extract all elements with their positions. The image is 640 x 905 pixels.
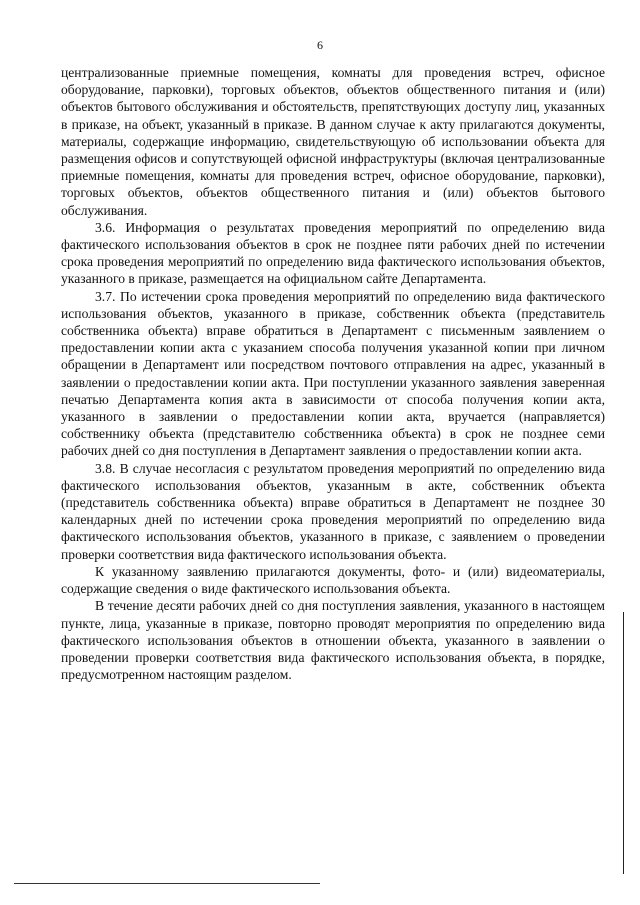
document-body xyxy=(61,64,605,683)
paragraph-3-8: 3.8. В случае несогласия с результатом проведения мероприятий по определению вида фактического использования объектов, указанным в акте, собственник объекта (представитель собственника объекта) вправе обратиться в Департамент не позднее 30 календарных дней по истечении срока проведения мероприятий по определению вида фактического использования объектов, указанного в приказе, с заявлением о проведении проверки соответствия вида фактического использования объекта. xyxy=(61,460,605,562)
paragraph-3-7: 3.7. По истечении срока проведения мероприятий по определению вида фактического использования объектов, указанного в приказе, собственник объекта (представитель собственника объекта) вправе обратиться в Департамент с письменным заявлением о предоставлении копии акта с указанием способа получения указанной копии при личном обращении в Департамент или посредством почтового отправления на адрес, указанный в заявлении о предоставлении копии акта. При поступлении указанного заявления заверенная печатью Департамента копия акта в зависимости от способа получения копии акта, указанного в заявлении о предоставлении копии акта, вручается (направляется) собственнику объекта (представителю собственника объекта) в срок не позднее семи рабочих дней со дня поступления в Департамент заявления о предоставлении копии акта. xyxy=(61,288,605,459)
scan-edge-line xyxy=(623,612,624,874)
paragraph-3-8-attachments: К указанному заявлению прилагаются документы, фото- и (или) видеоматериалы, содержащие сведения о виде фактического использования объекта. xyxy=(61,563,605,597)
scan-bottom-line xyxy=(14,883,320,884)
page-number: 6 xyxy=(317,38,323,52)
paragraph-continuation: централизованные приемные помещения, комнаты для проведения встреч, офисное оборудование, парковки), торговых объектов, объектов общественного питания и (или) объектов бытового обслуживания и обстоятельств, препятствующих доступу лиц, указанных в приказе, на объект, указанный в приказе. В данном случае к акту прилагаются документы, материалы, содержащие информацию, свидетельствующую об использовании объекта для размещения офисов и сопутствующей офисной инфраструктуры (включая централизованные приемные помещения, комнаты для проведения встреч, офисное оборудование, парковки), торговых объектов, объектов общественного питания и (или) объектов бытового обслуживания. xyxy=(61,65,605,218)
paragraph-3-6: 3.6. Информация о результатах проведения мероприятий по определению вида фактического использования объектов в срок не позднее пяти рабочих дней по истечении срока проведения мероприятий по определению вида фактического использования объектов, указанного в приказе, размещается на официальном сайте Департамента. xyxy=(61,219,605,287)
paragraph-3-8-review: В течение десяти рабочих дней со дня поступления заявления, указанного в настоящем пункте, лица, указанные в приказе, повторно проводят мероприятия по определению вида фактического использования объектов в отношении объекта, указанного в заявлении о проведении проверки соответствия вида фактического использования объекта, в порядке, предусмотренном настоящим разделом. xyxy=(61,598,605,683)
